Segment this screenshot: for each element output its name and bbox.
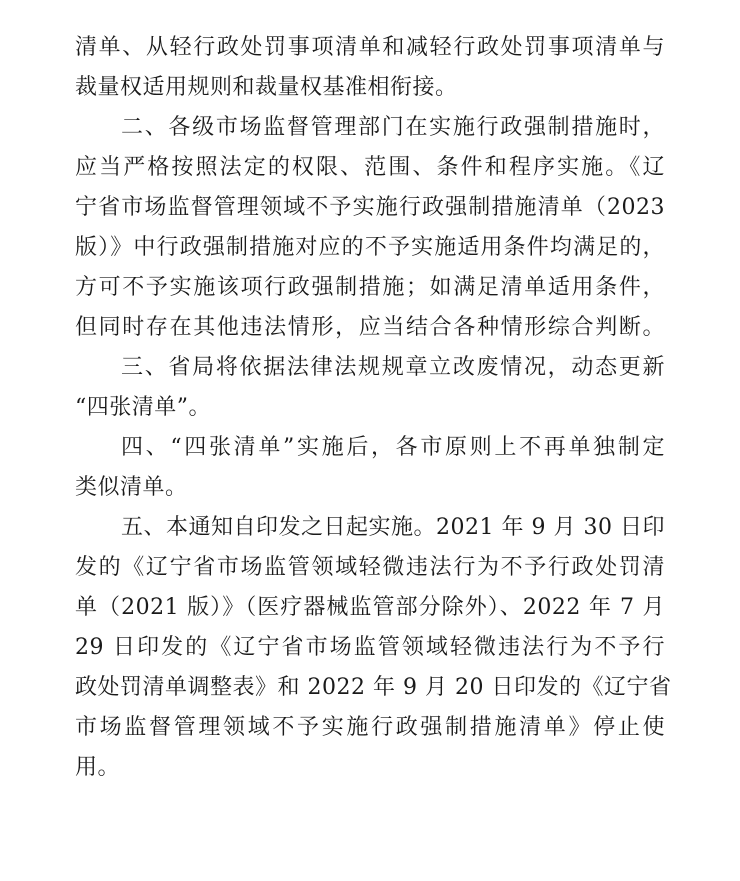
- text-line: 版）》中行政强制措施对应的不予实施适用条件均满足的，: [75, 235, 665, 260]
- text-line: 方可不予实施该项行政强制措施；如满足清单适用条件，: [75, 275, 665, 300]
- text-line: 但同时存在其他违法情形，应当结合各种情形综合判断。: [75, 315, 665, 340]
- paragraph-4-start: 四、“四张清单”实施后，各市原则上不再单独制定: [121, 435, 665, 460]
- text-line: 用。: [75, 755, 121, 780]
- text-line: 市场监督管理领域不予实施行政强制措施清单》停止使: [75, 715, 665, 740]
- text-line: 政处罚清单调整表》和 2022 年 9 月 20 日印发的《辽宁省: [75, 675, 672, 700]
- text-line: “四张清单”。: [75, 395, 211, 420]
- text-line: 宁省市场监督管理领域不予实施行政强制措施清单（2023: [75, 195, 665, 220]
- text-line: 单（2021 版）》（医疗器械监管部分除外）、2022 年 7 月: [75, 595, 665, 620]
- text-line: 应当严格按照法定的权限、范围、条件和程序实施。《辽: [75, 155, 665, 180]
- paragraph-2-start: 二、各级市场监督管理部门在实施行政强制措施时，: [121, 115, 665, 140]
- paragraph-5-start: 五、本通知自印发之日起实施。2021 年 9 月 30 日印: [121, 515, 665, 540]
- text-line: 发的《辽宁省市场监管领域轻微违法行为不予行政处罚清: [75, 555, 665, 580]
- text-line: 29 日印发的《辽宁省市场监管领域轻微违法行为不予行: [75, 635, 665, 660]
- paragraph-3-start: 三、省局将依据法律法规规章立改废情况，动态更新: [121, 355, 665, 380]
- text-line: 清单、从轻行政处罚事项清单和减轻行政处罚事项清单与: [75, 35, 665, 60]
- text-line: 裁量权适用规则和裁量权基准相衔接。: [75, 75, 458, 100]
- text-line: 类似清单。: [75, 475, 188, 500]
